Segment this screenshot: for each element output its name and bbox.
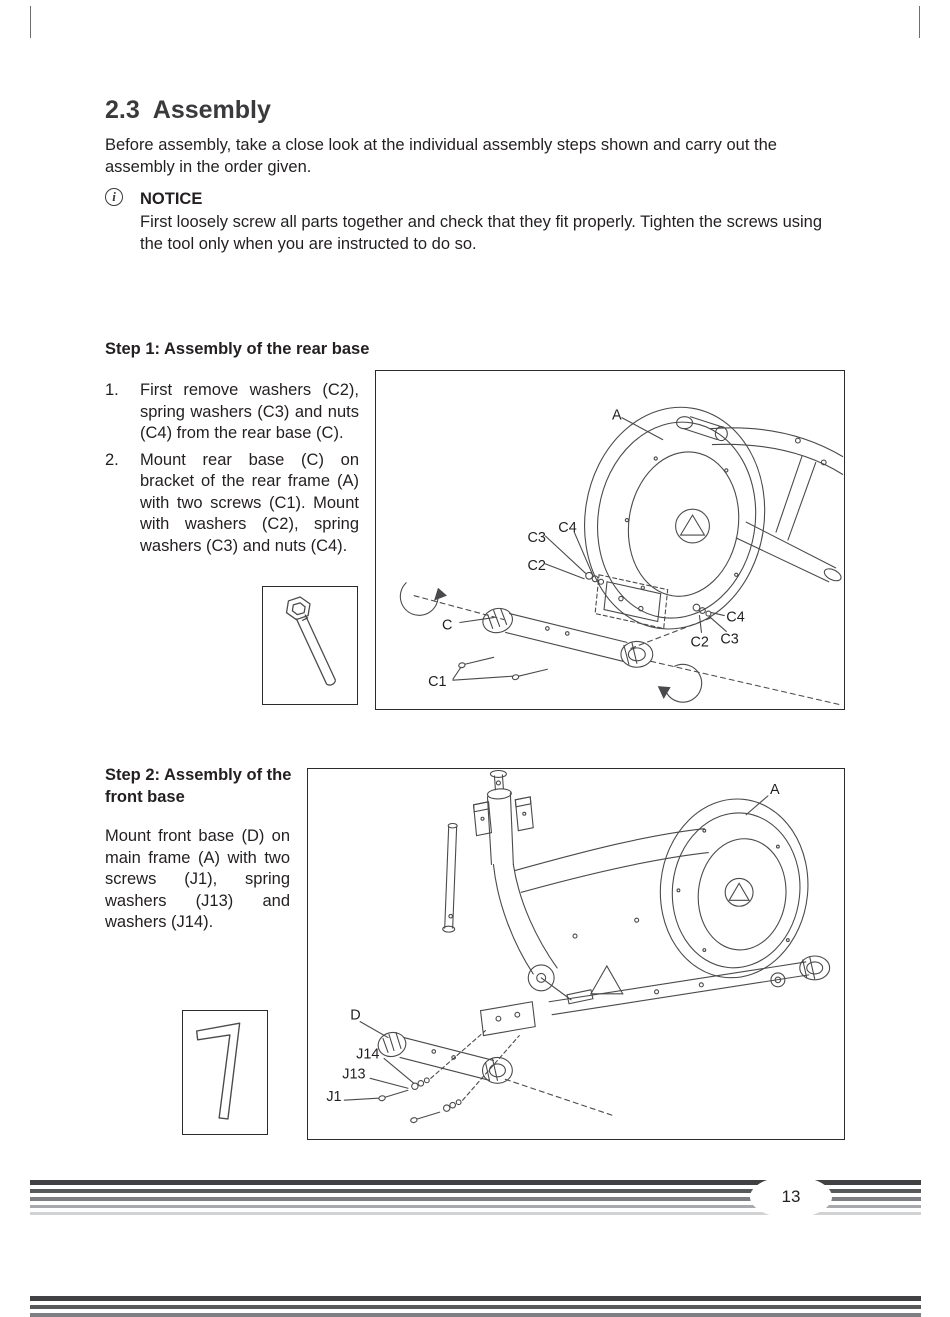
list-marker: 1.: [105, 381, 119, 399]
part-label-C4: C4: [726, 609, 745, 626]
front-base-assembly-drawing: [308, 769, 844, 1139]
notice-block: [105, 188, 847, 253]
crop-mark-top-left: [30, 6, 31, 38]
part-label-C4: C4: [558, 520, 577, 537]
page-number-badge: [750, 1176, 832, 1218]
part-label-C3: C3: [720, 631, 739, 648]
list-marker: 2.: [105, 450, 119, 469]
part-label-J14: J14: [356, 1046, 380, 1063]
tool-box-step1: [262, 586, 358, 705]
part-label-A: A: [769, 781, 780, 798]
part-label-J13: J13: [342, 1066, 366, 1083]
front-base-linework: [344, 770, 829, 1123]
part-label-C2: C2: [690, 634, 709, 651]
footer-stripe: [30, 1305, 921, 1309]
section-number: 2.3: [105, 96, 140, 124]
step2-heading: Step 2: Assembly of the front base: [105, 766, 292, 806]
step2-instructions: Mount front base (D) on main frame (A) with two screws (J1), spring washers (J13) and washers (J14).: [105, 827, 290, 931]
wrench-icon: [263, 587, 357, 704]
allen-key-icon: [183, 1011, 267, 1134]
figure-step2-front-base: [307, 768, 845, 1140]
part-label-C: C: [441, 617, 453, 634]
step1-item-1: [105, 380, 359, 445]
step1-instructions: [105, 380, 359, 557]
part-label-C2: C2: [527, 557, 546, 574]
step1-heading: Step 1: Assembly of the rear base: [105, 340, 370, 358]
part-label-C1: C1: [428, 674, 447, 691]
footer-stripe: [30, 1296, 921, 1301]
intro-paragraph: Before assembly, take a close look at the individual assembly steps shown and carry out the assembly in the order given.: [105, 136, 777, 176]
page-number: 13: [781, 1187, 801, 1206]
notice-body: First loosely screw all parts together and check that they fit properly. Tighten the screws using the tool only when you are instructed to do so.: [140, 213, 823, 253]
figure-step1-rear-base: [375, 370, 845, 710]
part-label-A: A: [611, 407, 622, 424]
bottom-edge-stripes: [30, 1296, 921, 1317]
notice-title: NOTICE: [140, 190, 203, 208]
crop-mark-top-right: [919, 6, 920, 38]
tool-box-step2: [182, 1010, 268, 1135]
part-label-J1: J1: [326, 1089, 342, 1106]
list-text: First remove washers (C2), spring washers (C3) and nuts (C4) from the rear base (C).: [140, 381, 359, 442]
footer-stripe: [30, 1313, 921, 1317]
step1-item-2: [105, 450, 359, 558]
page-title: [105, 96, 271, 125]
rear-base-assembly-drawing: [376, 371, 844, 709]
section-title-text: Assembly: [152, 96, 271, 124]
part-label-D: D: [350, 1007, 361, 1024]
part-label-C3: C3: [527, 529, 546, 546]
info-circle-icon: i: [105, 188, 123, 206]
rear-base-linework: [400, 394, 843, 705]
list-text: Mount rear base (C) on bracket of the rear frame (A) with two screws (C1). Mount with washers (C2), spring washers (C3) and nuts (C4).: [140, 450, 359, 555]
